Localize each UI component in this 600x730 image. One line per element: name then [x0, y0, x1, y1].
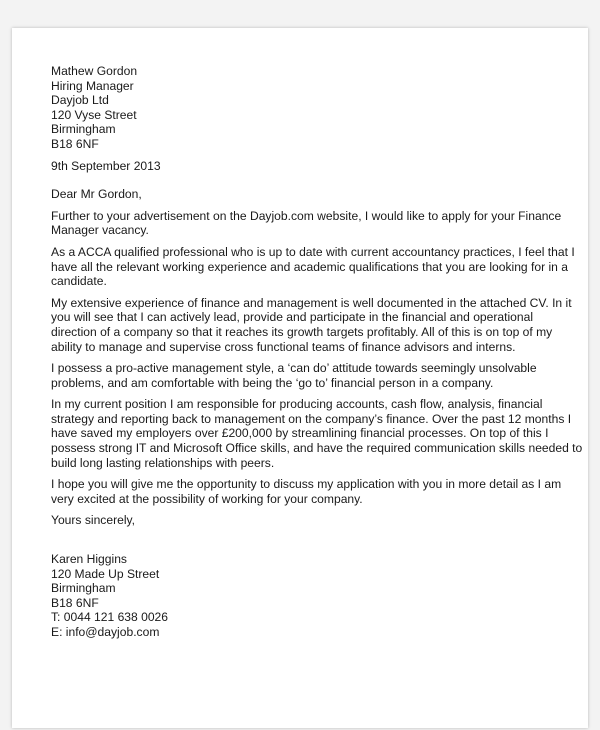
letter-date	[51, 159, 548, 174]
paragraph-line: I hope you will give me the opportunity to discuss my application with you in more detail as I am	[51, 477, 562, 492]
paragraph-current-position	[51, 397, 583, 470]
sender-phone: T: 0044 121 638 0026	[51, 610, 169, 625]
paragraph-line: possess strong IT and Microsoft Office skills, and have the required communication skills needed to	[51, 441, 583, 456]
letter-page	[12, 28, 588, 728]
recipient-company: Dayjob Ltd	[51, 93, 109, 108]
paragraph-line: very excited at the possibility of working for your company.	[51, 491, 363, 506]
paragraph-line: I possess a pro-active management style, a ‘can do’ attitude towards seemingly unsolvable	[51, 361, 537, 376]
date-text: 9th September 2013	[51, 158, 161, 173]
paragraph-line: direction of a company so that it reaches its growth targets profitably. All of this is on top of my	[51, 324, 553, 339]
paragraph-line: have saved my employers over £200,000 by streamlining financial processes. On top of this I	[51, 426, 549, 441]
paragraph-line: problems, and am comfortable with being the ‘go to’ financial person in a company.	[51, 375, 494, 390]
recipient-city: Birmingham	[51, 122, 116, 137]
paragraph-intro	[51, 208, 562, 238]
paragraph-line: My extensive experience of finance and management is well documented in the attached CV. In it	[51, 295, 572, 310]
sender-city: Birmingham	[51, 581, 116, 596]
paragraph-line: you will see that I can actively lead, provide and participate in the financial and operational	[51, 310, 534, 325]
sender-postcode: B18 6NF	[51, 595, 99, 610]
paragraph-experience	[51, 295, 572, 354]
recipient-title: Hiring Manager	[51, 78, 134, 93]
paragraph-line: In my current position I am responsible for producing accounts, cash flow, analysis, financial	[51, 397, 543, 412]
sender-email: E: info@dayjob.com	[51, 625, 160, 639]
paragraph-line: have all the relevant working experience and academic qualifications that you are looking for in a	[51, 259, 568, 274]
sender-street: 120 Made Up Street	[51, 566, 160, 581]
paragraph-qualifications	[51, 244, 575, 289]
recipient-name: Mathew Gordon	[51, 64, 138, 78]
salutation-text: Dear Mr Gordon,	[51, 187, 142, 202]
sender-details	[51, 552, 548, 640]
paragraph-line: ability to manage and supervise cross functional teams of finance advisors and interns.	[51, 339, 516, 354]
paragraph-line: As a ACCA qualified professional who is up to date with current accountancy practices, I feel that I	[51, 244, 575, 259]
paragraph-line: Further to your advertisement on the Dayjob.com website, I would like to apply for your Finance	[51, 208, 562, 223]
paragraph-style	[51, 361, 548, 390]
paragraph-closing-request	[51, 477, 562, 506]
sender-name: Karen Higgins	[51, 552, 127, 567]
recipient-address	[51, 64, 548, 152]
closing	[51, 513, 548, 528]
salutation	[51, 187, 548, 202]
recipient-street: 120 Vyse Street	[51, 107, 137, 122]
paragraph-line: Manager vacancy.	[51, 223, 149, 238]
paragraph-line: strategy and reporting back to management on the company’s finance. Over the past 12 months I	[51, 411, 572, 426]
paragraph-line: candidate.	[51, 274, 107, 289]
closing-text: Yours sincerely,	[51, 513, 136, 528]
paragraph-line: build long lasting relationships with peers.	[51, 455, 275, 470]
recipient-postcode: B18 6NF	[51, 136, 99, 151]
